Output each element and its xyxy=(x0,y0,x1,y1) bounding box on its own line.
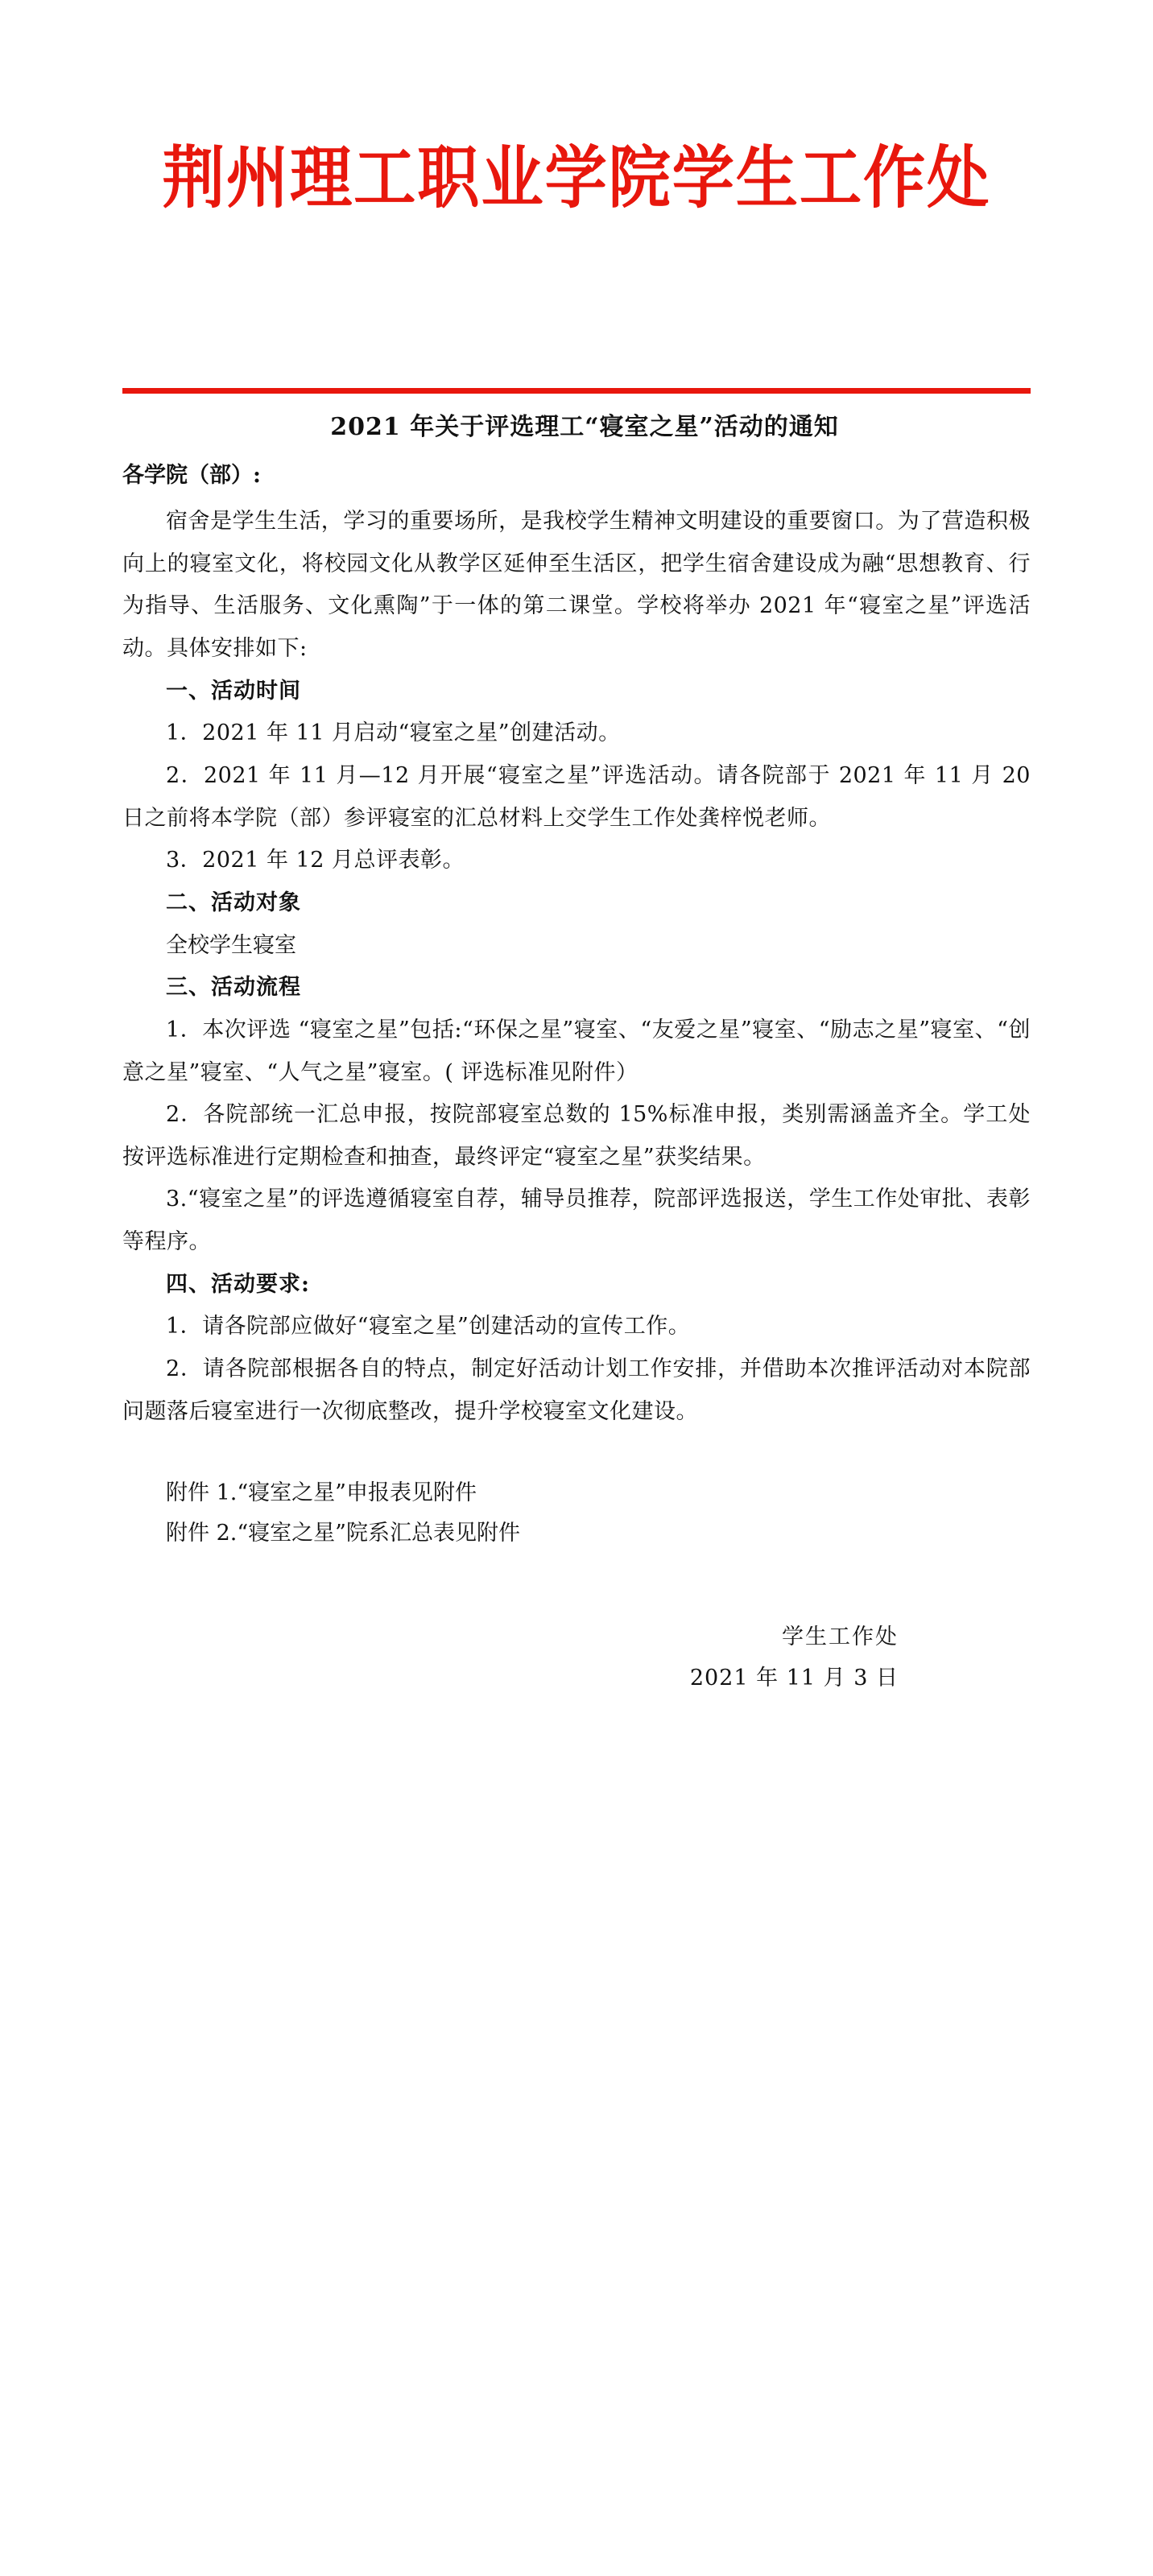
letterhead-organization-title: 荆州理工职业学院学生工作处 xyxy=(162,138,991,217)
page-title: 2021 年关于评选理工“寝室之星”活动的通知 xyxy=(330,413,839,441)
section-heading-1: 一、活动时间 xyxy=(166,678,301,704)
intro-paragraph: 宿舍是学生生活，学习的重要场所，是我校学生精神文明建设的重要窗口。为了营造积极向上的寝室文化，将校园文化从教学区延伸至生活区，把学生宿舍建设成为融“思想教育、行为指导、生活服务、文化熏陶”于一体的第二课堂。学校将举办 2021 年“寝室之星”评选活动。具体安排如下: xyxy=(122,509,1031,662)
salutation: 各学院（部）: xyxy=(122,463,261,488)
section-heading-2: 二、活动对象 xyxy=(166,890,301,915)
signoff-block xyxy=(122,1616,1031,1699)
section-4-item-2: 2．请各院部根据各自的特点，制定好活动计划工作安排，并借助本次推评活动对本院部问题落后寝室进行一次彻底整改，提升学校寝室文化建设。 xyxy=(122,1356,1031,1424)
section-1-item-1: 1．2021 年 11 月启动“寝室之星”创建活动。 xyxy=(166,720,621,746)
section-3-item-1: 1．本次评选 “寝室之星”包括:“环保之星”寝室、“友爱之星”寝室、“励志之星”寝室、“创意之星”寝室、“人气之星”寝室。( 评选标准见附件） xyxy=(122,1017,1031,1085)
section-4-item-1: 1．请各院部应做好“寝室之星”创建活动的宣传工作。 xyxy=(166,1314,691,1340)
attachment-item-1: 附件 1.“寝室之星”申报表见附件 xyxy=(166,1480,477,1506)
section-1-item-3: 3．2021 年 12 月总评表彰。 xyxy=(166,848,465,873)
section-3-item-2: 2．各院部统一汇总申报，按院部寝室总数的 15%标准申报，类别需涵盖齐全。学工处按评选标准进行定期检查和抽查，最终评定“寝室之星”获奖结果。 xyxy=(122,1102,1031,1170)
section-heading-3: 三、活动流程 xyxy=(166,975,301,1001)
section-1-item-2: 2．2021 年 11 月—12 月开展“寝室之星”评选活动。请各院部于 2021 年 11 月 20 日之前将本学院（部）参评寝室的汇总材料上交学生工作处龚梓悦老师。 xyxy=(122,763,1031,831)
attachment-item-2: 附件 2.“寝室之星”院系汇总表见附件 xyxy=(166,1521,520,1546)
section-heading-4: 四、活动要求: xyxy=(166,1271,310,1297)
section-2-item-1: 全校学生寝室 xyxy=(166,932,296,958)
document-body xyxy=(122,409,1031,1699)
attachment-list xyxy=(122,1473,1031,1554)
letterhead-red-divider xyxy=(122,388,1031,394)
letterhead xyxy=(0,138,1153,217)
section-3-item-3: 3.“寝室之星”的评选遵循寝室自荐，辅导员推荐，院部评选报送，学生工作处审批、表彰等程序。 xyxy=(122,1187,1031,1255)
signoff-date: 2021 年 11 月 3 日 xyxy=(689,1666,899,1691)
signoff-organization: 学生工作处 xyxy=(782,1624,899,1650)
body-attachments-spacer xyxy=(122,1433,1031,1470)
